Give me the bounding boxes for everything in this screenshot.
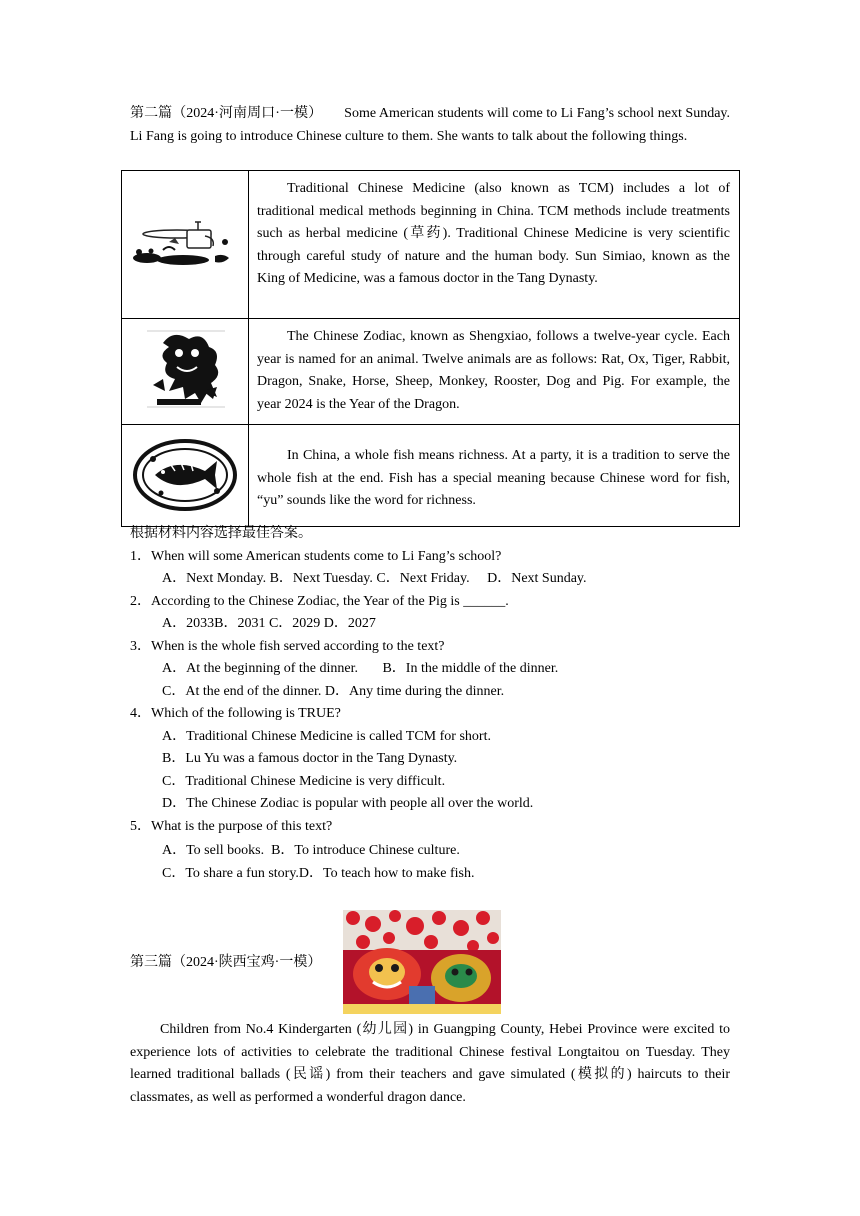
fish-paragraph: In China, a whole fish means richness. At a party, it is a tradition to serve the whole fish at the end. Fish has a special meaning because Chinese word for fish, “yu” sounds like the word for richness. <box>257 448 730 508</box>
table-cell-text <box>249 425 740 527</box>
question-3-options-line1: A．At the beginning of the dinner. B．In the middle of the dinner. <box>162 661 559 676</box>
question-5-options-line2: C．To share a fun story.D．To teach how to make fish. <box>162 865 475 881</box>
question-2-options: A．2033B．2031 C．2029 D．2027 <box>162 616 376 631</box>
question-4-option-b: B．Lu Yu was a famous doctor in the Tang Dynasty. <box>162 751 458 766</box>
herbal-medicine-icon <box>129 212 241 276</box>
question-2-stem: 2．According to the Chinese Zodiac, the Year of the Pig is ______. <box>130 593 509 609</box>
question-1-stem: 1．When will some American students come to Li Fang’s school? <box>130 548 502 564</box>
question-3-stem: 3．When is the whole fish served according to the text? <box>130 638 445 654</box>
table-cell-image <box>122 425 249 527</box>
passage3-body: Children from No.4 Kindergarten (幼儿园) in Guangping County, Hebei Province were excited to experience lots of activities to celebrate the traditional Chinese festival Longtaitou on Tuesday. They learned traditional ballads (民谣) from their teachers and gave simulated (模拟的) haircuts to their classmates, as well as performed a wonderful dragon dance. <box>130 1022 730 1105</box>
table-row <box>122 319 740 425</box>
table-cell-image <box>122 171 249 319</box>
zodiac-dragon-icon <box>133 325 237 413</box>
culture-topics-table <box>121 170 740 527</box>
question-1-options: A．Next Monday. B．Next Tuesday. C．Next Friday. D．Next Sunday. <box>162 571 587 586</box>
dragon-dance-photo <box>343 910 501 1014</box>
table-cell-text <box>249 171 740 319</box>
passage3-heading: 第三篇（2024·陕西宝鸡·一模） <box>130 955 322 970</box>
question-4-option-d: D．The Chinese Zodiac is popular with people all over the world. <box>162 796 534 811</box>
whole-fish-dish-icon <box>131 437 239 513</box>
tcm-paragraph: Traditional Chinese Medicine (also known as TCM) includes a lot of traditional medical methods beginning in China. TCM methods include treatments such as herbal medicine (草药). Traditional Chinese Medicine is very scientific through careful study of nature and the human body. Sun Simiao, known as the King of Medicine, was a famous doctor in the Tang Dynasty. <box>257 181 730 286</box>
passage3-body-paragraph <box>130 1019 730 1109</box>
table-cell-text <box>249 319 740 425</box>
passage2-intro-paragraph <box>130 103 730 148</box>
question-5-stem: 5．What is the purpose of this text? <box>130 818 333 834</box>
table-row <box>122 425 740 527</box>
passage2-intro: Some American students will come to Li Fang’s school next Sunday. Li Fang is going to introduce Chinese culture to them. She wants to talk about the following things. <box>130 106 731 144</box>
zodiac-paragraph: The Chinese Zodiac, known as Shengxiao, follows a twelve-year cycle. Each year is named for an animal. Twelve animals are as follows: Rat, Ox, Tiger, Rabbit, Dragon, Snake, Horse, Sheep, Monkey, Rooster, Dog and Pig. For example, the year 2024 is the Year of the Dragon. <box>257 329 730 412</box>
question-5-options-line1: A．To sell books. B．To introduce Chinese culture. <box>162 843 460 858</box>
question-3-options-line2: C．At the end of the dinner. D．Any time during the dinner. <box>162 683 505 699</box>
question-4-stem: 4．Which of the following is TRUE? <box>130 706 341 721</box>
instruction-text: 根据材料内容选择最佳答案。 <box>130 526 312 541</box>
table-cell-image <box>122 319 249 425</box>
question-4-option-a: A．Traditional Chinese Medicine is called TCM for short. <box>162 728 491 744</box>
question-4-option-c: C．Traditional Chinese Medicine is very difficult. <box>162 773 446 789</box>
table-row <box>122 171 740 319</box>
passage2-heading: 第二篇（2024·河南周口·一模） <box>130 106 323 121</box>
questions-section <box>130 523 730 885</box>
